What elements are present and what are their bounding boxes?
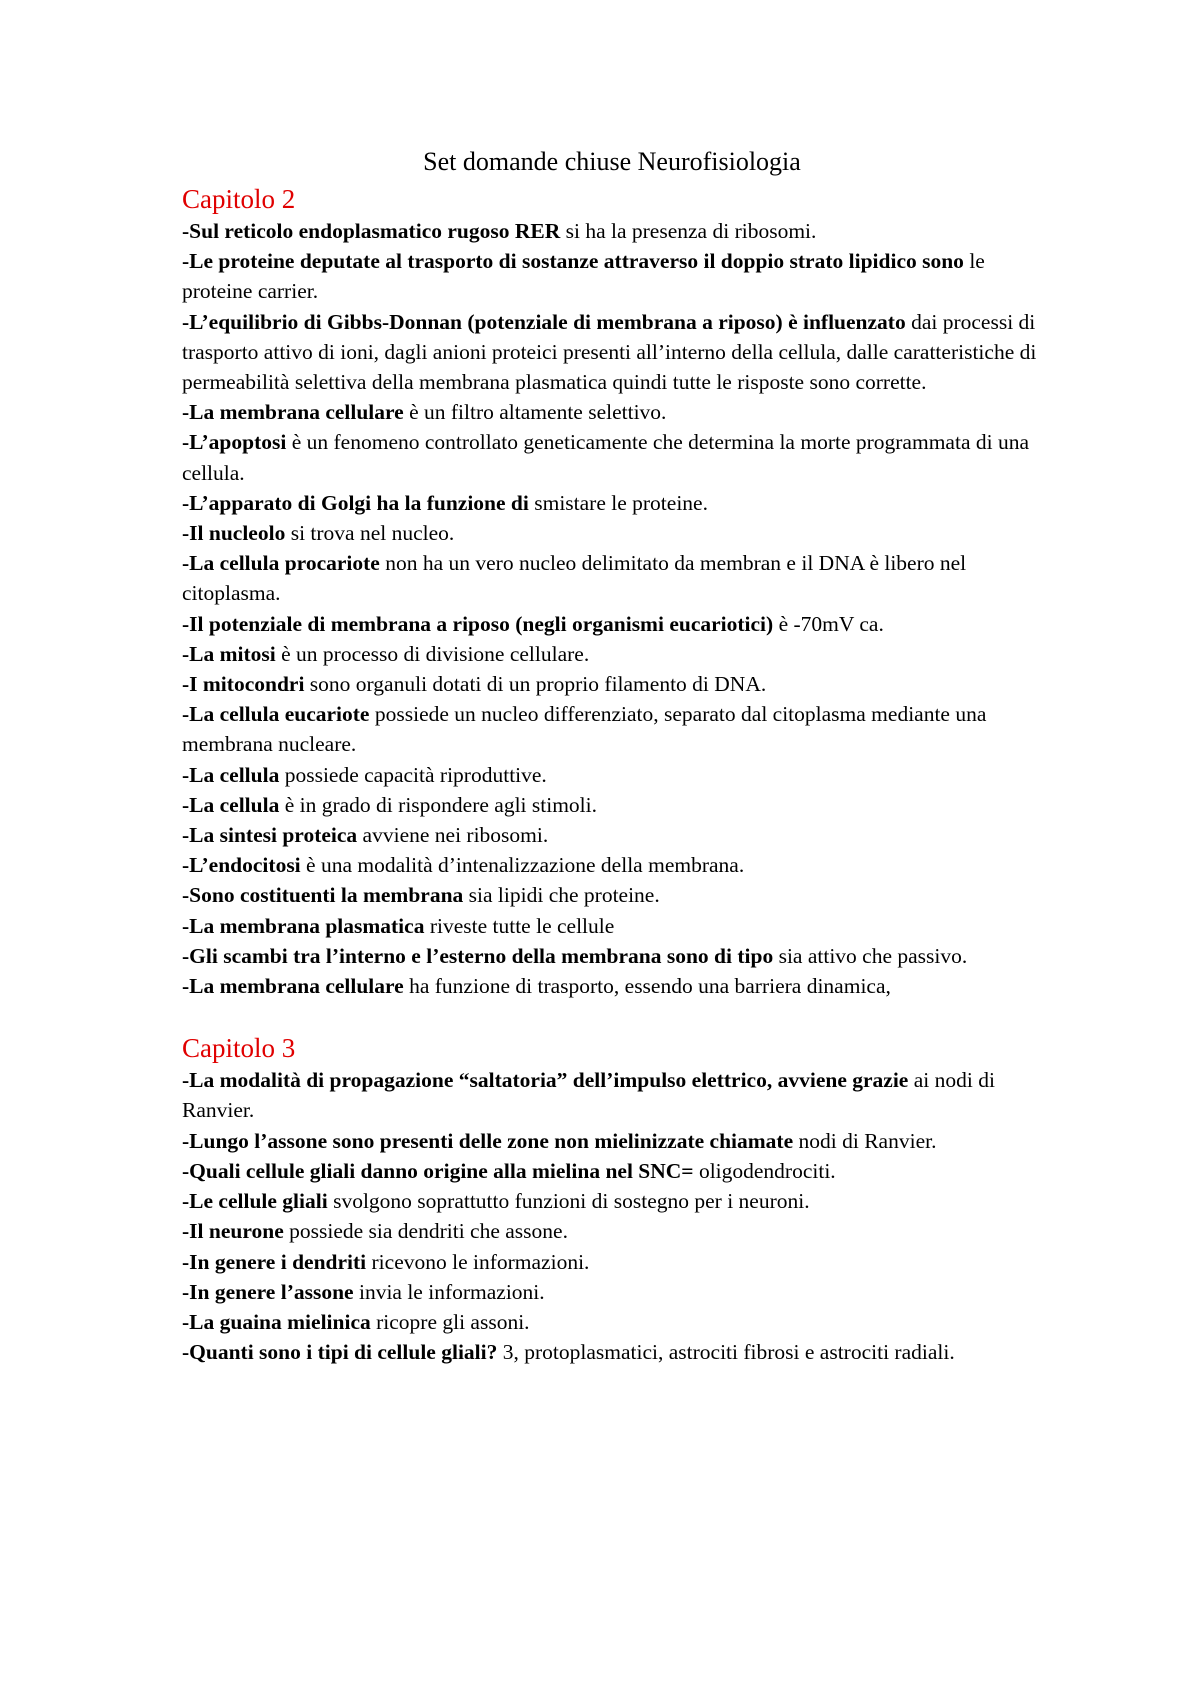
question-item — [182, 1277, 1042, 1307]
question-answer: è una modalità d’intenalizzazione della membrana. — [300, 853, 745, 878]
question-answer: possiede un nucleo differenziato, separato dal citoplasma mediante una membrana nucleare. — [182, 702, 987, 757]
question-stem: -Sono costituenti la membrana — [182, 883, 464, 908]
question-stem: -La cellula — [182, 762, 280, 787]
question-item — [182, 1065, 1042, 1125]
question-answer: ha funzione di trasporto, essendo una barriera dinamica, — [403, 974, 891, 999]
question-item — [182, 518, 1042, 548]
question-answer: avviene nei ribosomi. — [357, 823, 549, 848]
question-stem: -La membrana plasmatica — [182, 913, 425, 938]
question-stem: -In genere i dendriti — [182, 1249, 367, 1274]
question-answer: invia le informazioni. — [353, 1279, 545, 1304]
question-item — [182, 639, 1042, 669]
question-item — [182, 971, 1042, 1001]
question-answer: è -70mV ca. — [773, 611, 884, 636]
question-stem: -L’apparato di Golgi ha la funzione di — [182, 490, 529, 515]
question-item — [182, 1307, 1042, 1337]
question-item — [182, 850, 1042, 880]
question-stem: -La cellula — [182, 792, 280, 817]
question-item — [182, 488, 1042, 518]
question-answer: dai processi di trasporto attivo di ioni, dagli anioni proteici presenti all’interno della cellula, dalle caratteristiche di permeabilità selettiva della membrana plasmatica quindi tutte le risposte sono corrette. — [182, 309, 1037, 395]
question-answer: ricopre gli assoni. — [370, 1309, 530, 1334]
question-stem: -Le cellule gliali — [182, 1189, 328, 1214]
question-answer: possiede capacità riproduttive. — [279, 762, 547, 787]
question-answer: non ha un vero nucleo delimitato da membran e il DNA è libero nel citoplasma. — [182, 551, 967, 606]
question-stem: -Gli scambi tra l’interno e l’esterno della membrana sono di tipo — [182, 943, 774, 968]
question-answer: nodi di Ranvier. — [793, 1128, 937, 1153]
question-stem: -Il neurone — [182, 1219, 284, 1244]
sections-container — [182, 182, 1042, 1367]
question-stem: -La sintesi proteica — [182, 823, 358, 848]
question-answer: possiede sia dendriti che assone. — [283, 1219, 568, 1244]
question-answer: riveste tutte le cellule — [424, 913, 615, 938]
question-stem: -Il potenziale di membrana a riposo (negli organismi eucariotici) — [182, 611, 774, 636]
question-item — [182, 609, 1042, 639]
question-item — [182, 397, 1042, 427]
question-answer: 3, protoplasmatici, astrociti fibrosi e astrociti radiali. — [497, 1340, 955, 1365]
question-answer: è in grado di rispondere agli stimoli. — [279, 792, 598, 817]
question-item — [182, 1156, 1042, 1186]
question-answer: è un filtro altamente selettivo. — [403, 400, 667, 425]
question-item — [182, 1126, 1042, 1156]
section-spacer — [182, 1001, 1042, 1031]
question-stem: -La modalità di propagazione “saltatoria” dell’impulso elettrico, avviene grazie — [182, 1068, 909, 1093]
question-answer: sia attivo che passivo. — [773, 943, 968, 968]
question-answer: svolgono soprattutto funzioni di sostegno per i neuroni. — [327, 1189, 810, 1214]
question-stem: -La mitosi — [182, 641, 276, 666]
question-item — [182, 216, 1042, 246]
question-answer: sono organuli dotati di un proprio filamento di DNA. — [304, 672, 767, 697]
chapter-heading: Capitolo 2 — [182, 184, 296, 214]
question-stem: -Il nucleolo — [182, 521, 286, 546]
question-stem: -La membrana cellulare — [182, 400, 404, 425]
question-item — [182, 1186, 1042, 1216]
question-stem: -L’endocitosi — [182, 853, 301, 878]
question-item — [182, 941, 1042, 971]
question-stem: -L’equilibrio di Gibbs-Donnan (potenziale di membrana a riposo) è influenzato — [182, 309, 906, 334]
question-stem: -Lungo l’assone sono presenti delle zone non mielinizzate chiamate — [182, 1128, 794, 1153]
document-title: Set domande chiuse Neurofisiologia — [423, 147, 801, 176]
question-item — [182, 1337, 1042, 1367]
question-stem: -La cellula eucariote — [182, 702, 370, 727]
question-item — [182, 669, 1042, 699]
question-item — [182, 1216, 1042, 1246]
question-item — [182, 880, 1042, 910]
document-content — [182, 144, 1042, 1367]
question-answer: ricevono le informazioni. — [366, 1249, 590, 1274]
question-item — [182, 246, 1042, 306]
question-stem: -L’apoptosi — [182, 430, 287, 455]
question-answer: oligodendrociti. — [693, 1158, 836, 1183]
question-stem: -In genere l’assone — [182, 1279, 354, 1304]
question-answer: smistare le proteine. — [528, 490, 708, 515]
question-answer: ai nodi di Ranvier. — [182, 1068, 995, 1123]
question-item — [182, 760, 1042, 790]
chapter-heading: Capitolo 3 — [182, 1033, 296, 1064]
question-answer: si trova nel nucleo. — [285, 521, 455, 546]
question-stem: -La cellula procariote — [182, 551, 380, 576]
question-stem: -Le proteine deputate al trasporto di sostanze attraverso il doppio strato lipidico sono — [182, 249, 964, 274]
question-answer: è un fenomeno controllato geneticamente che determina la morte programmata di una cellula. — [182, 430, 1030, 485]
question-stem: -Sul reticolo endoplasmatico rugoso RER — [182, 219, 561, 243]
question-stem: -I mitocondri — [182, 672, 305, 697]
question-item — [182, 699, 1042, 759]
question-item — [182, 427, 1042, 487]
question-item — [182, 548, 1042, 608]
question-stem: -Quali cellule gliali danno origine alla mielina nel SNC= — [182, 1158, 694, 1183]
question-answer: è un processo di divisione cellulare. — [275, 641, 590, 666]
question-stem: -La membrana cellulare — [182, 974, 404, 999]
question-answer: sia lipidi che proteine. — [463, 883, 660, 908]
question-answer: le proteine carrier. — [182, 249, 985, 304]
question-item — [182, 790, 1042, 820]
question-item — [182, 1247, 1042, 1277]
question-item — [182, 911, 1042, 941]
question-stem: -Quanti sono i tipi di cellule gliali? — [182, 1340, 498, 1365]
question-stem: -La guaina mielinica — [182, 1309, 371, 1334]
question-item — [182, 820, 1042, 850]
question-answer: si ha la presenza di ribosomi. — [560, 219, 817, 243]
question-item — [182, 307, 1042, 398]
